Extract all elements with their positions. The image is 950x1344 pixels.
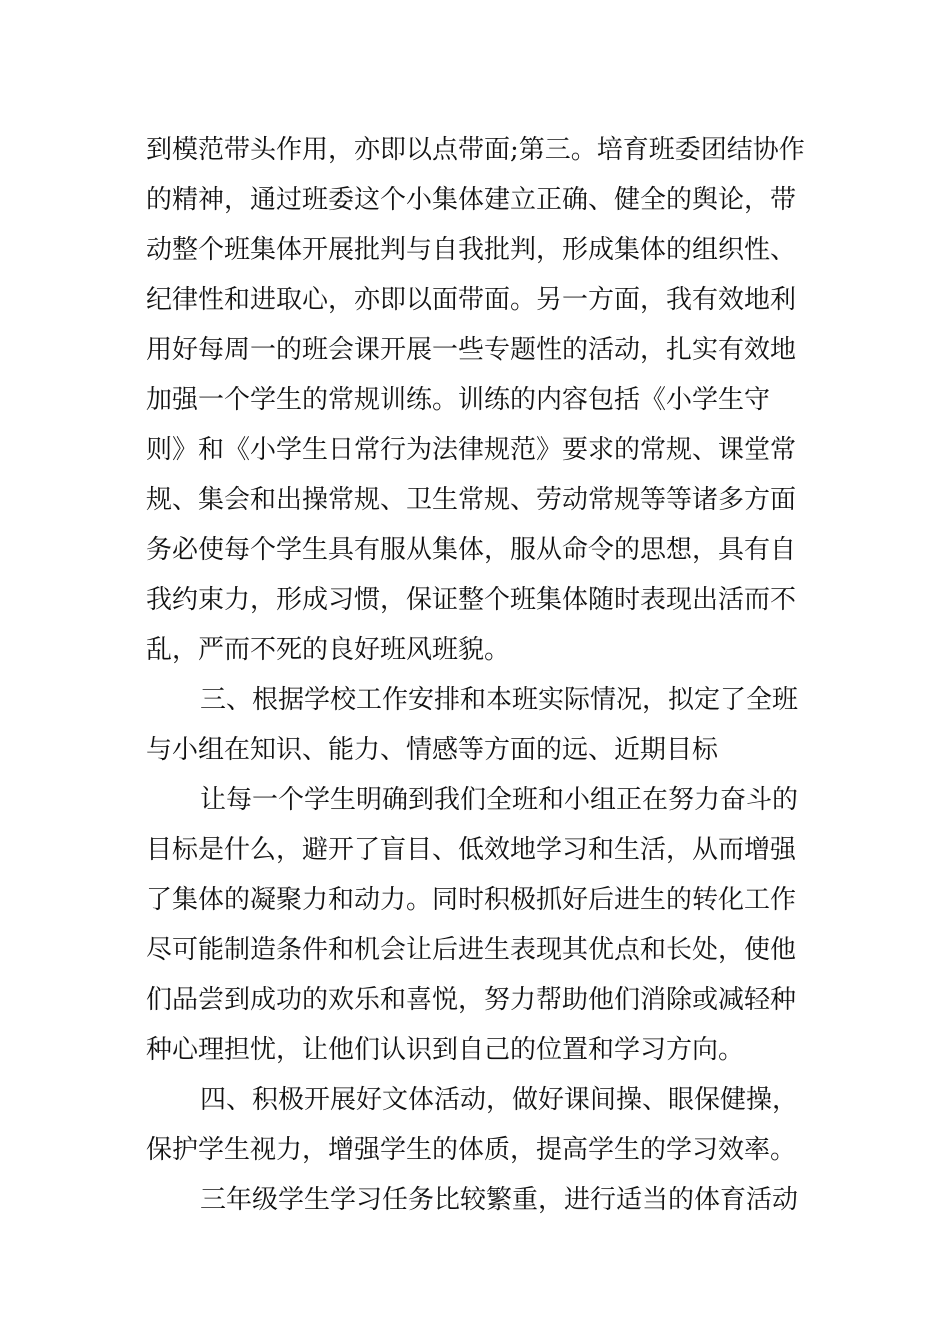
text-line: 乱，严而不死的良好班风班貌。 [146,635,511,665]
section-heading-line: 与小组在知识、能力、情感等方面的远、近期目标 [146,735,719,765]
section-heading-line: 三、根据学校工作安排和本班实际情况，拟定了全班 [200,685,799,715]
text-line: 目标是什么，避开了盲目、低效地学习和生活，从而增强 [146,835,797,865]
section-heading-line: 四、积极开展好文体活动，做好课间操、眼保健操， [200,1085,799,1115]
text-line: 我约束力，形成习惯，保证整个班集体随时表现出活而不 [146,585,797,615]
text-line: 纪律性和进取心，亦即以面带面。另一方面，我有效地利 [146,285,797,315]
text-line: 的精神，通过班委这个小集体建立正确、健全的舆论，带 [146,185,797,215]
text-line: 种心理担忧，让他们认识到自己的位置和学习方向。 [146,1035,745,1065]
text-line: 加强一个学生的常规训练。训练的内容包括《小学生守 [146,385,771,415]
text-line: 们品尝到成功的欢乐和喜悦，努力帮助他们消除或减轻种 [146,985,797,1015]
text-line: 则》和《小学生日常行为法律规范》要求的常规、课堂常 [146,435,797,465]
text-line: 动整个班集体开展批判与自我批判，形成集体的组织性、 [146,235,797,265]
text-line: 务必使每个学生具有服从集体，服从命令的思想，具有自 [146,535,797,565]
text-line: 用好每周一的班会课开展一些专题性的活动，扎实有效地 [146,335,797,365]
text-line: 三年级学生学习任务比较繁重，进行适当的体育活动 [200,1185,799,1215]
text-line: 了集体的凝聚力和动力。同时积极抓好后进生的转化工作 [146,885,797,915]
text-line: 尽可能制造条件和机会让后进生表现其优点和长处，使他 [146,935,797,965]
text-line: 保护学生视力，增强学生的体质，提高学生的学习效率。 [146,1135,797,1165]
text-line: 到模范带头作用，亦即以点带面;第三。培育班委团结协作 [146,135,805,165]
text-line: 让每一个学生明确到我们全班和小组正在努力奋斗的 [200,785,799,815]
text-line: 规、集会和出操常规、卫生常规、劳动常规等等诸多方面 [146,485,797,515]
